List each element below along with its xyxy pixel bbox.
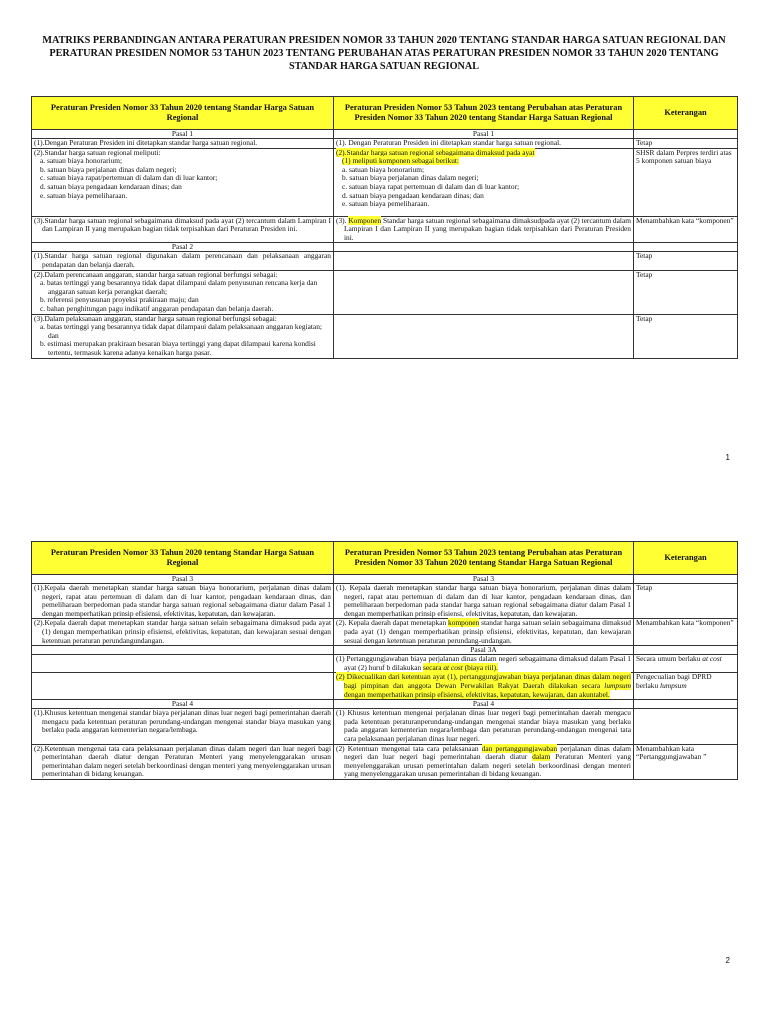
- highlighted-text: Komponen: [348, 215, 382, 225]
- pasal-label: Pasal 3: [32, 575, 334, 584]
- list-item: b. referensi penyusunan proyeksi prakiraan maju; dan: [40, 295, 199, 305]
- page-number: 1: [725, 453, 730, 462]
- cell-text: (1).Kepala daerah menetapkan standar harga satuan biaya honorarium, perjalanan dinas dalam negeri, rapat atau pertemuan di dalam dan di luar kantor, pengadaan kendaraan dinas, dan pemeliharaan berpedoman pada standar harga satuan regional sebagaimana diatur dalam Pasal 1 dengan memperhatikan prinsip efisiensi, efektivitas, kepatutan, dan kewajaran.: [34, 583, 331, 618]
- comparison-table-page-2: [31, 541, 738, 780]
- list-item: b. satuan biaya perjalanan dinas dalam negeri;: [40, 164, 177, 174]
- highlighted-text: (2) Dikecualikan dari ketentuan ayat (1), pertanggungjawaban biaya perjalanan dinas dalam negeri bagi pimpinan dan anggota Dewan Perwakilan Rakyat Daerah dilakukan secara: [336, 672, 631, 690]
- table-row: [32, 314, 738, 358]
- list-item: c. bahan penghitungan pagu indikatif anggaran pendapatan dan belanja daerah.: [40, 303, 274, 313]
- table-row: [32, 252, 738, 270]
- header-perpres-2020: Peraturan Presiden Nomor 33 Tahun 2020 tentang Standar Harga Satuan Regional: [32, 97, 334, 130]
- cell-text: (3).Standar harga satuan regional sebagaimana dimaksud pada ayat (2) tercantum dalam Lampiran I dan Lampiran II yang merupakan bagian tidak terpisahkan dari Peraturan Presiden ini.: [34, 215, 331, 234]
- highlighted-text: komponen: [448, 618, 480, 628]
- pasal-label: Pasal 3: [334, 575, 634, 584]
- table-row: [32, 619, 738, 646]
- highlighted-text: dalam: [532, 752, 551, 762]
- list-item: e. satuan biaya pemeliharaan.: [342, 199, 430, 209]
- highlighted-text: at cost: [443, 662, 463, 672]
- cell-text: Standar harga satuan regional sebagaimana dimaksudpada ayat (2) tercantum dalam Lampiran I dan Lampiran II yang merupakan bagian tidak terpisahkan dari Peraturan Presiden ini.: [344, 215, 631, 242]
- cell-text: Peraturan Menteri yang menyelenggarakan urusan pemerintahan dalam negeri setelah berkoordinasi dengan menteri yang menyelenggarakan urusan pemerintahan di bidang keuangan.: [344, 752, 632, 779]
- keterangan-cell: Tetap: [634, 584, 738, 619]
- highlighted-text: (biaya riil).: [462, 662, 498, 672]
- cell-text: (3).: [336, 215, 349, 225]
- list-item: b. satuan biaya perjalanan dinas dalam negeri;: [342, 173, 479, 183]
- cell-text: standar harga satuan selain sebagaimana dimaksud pada ayat (1) dengan memperhatikan prinsip efisiensi, efektivitas, kepatutan, dan kewajaran sesuai dengan ketentuan peraturan perundang-undangan.: [344, 618, 631, 645]
- keterangan-cell: Tetap: [634, 252, 738, 270]
- table-row: [32, 584, 738, 619]
- highlighted-text: lumpsum: [604, 680, 631, 690]
- table-row: [32, 148, 738, 216]
- document-page-1: [0, 0, 768, 500]
- list-item: c. satuan biaya rapat pertemuan di dalam dan di luar kantor;: [342, 181, 520, 191]
- keterangan-cell: Tetap: [634, 270, 738, 314]
- table-row: [32, 673, 738, 700]
- cell-text: (1). Dengan Peraturan Presiden ini ditetapkan standar harga satuan regional.: [336, 138, 561, 147]
- list-item: c. satuan biaya rapat/pertemuan di dalam dan di luar kantor;: [40, 173, 218, 183]
- highlighted-text: dan pertanggungjawaban: [481, 743, 558, 753]
- list-item: a. satuan biaya honorarium;: [40, 156, 123, 166]
- cell-text: (1).Standar harga satuan regional digunakan dalam perencanaan dan pelaksanaan anggaran pendapatan dan belanja daerah.: [34, 251, 331, 269]
- keterangan-cell: Menambahkan kata “Pertanggungjawaban ”: [634, 744, 738, 779]
- table-row: [32, 216, 738, 243]
- cell-text: (2).Kepala daerah dapat menetapkan standar harga satuan selain sebagaimana dimaksud pada ayat (1) dengan memperhatikan prinsip efisiensi, efektivitas, kepatutan, dan kewajaran sesuai dengan ketentuan peraturan perundangundangan.: [34, 618, 331, 645]
- keterangan-cell: Pengecualian bagi DPRD berlaku: [636, 672, 712, 690]
- keterangan-cell: Menambahkan kata “komponen”: [634, 619, 738, 646]
- document-title: MATRIKS PERBANDINGAN ANTARA PERATURAN PRESIDEN NOMOR 33 TAHUN 2020 TENTANG STANDAR HARGA SATUAN REGIONAL DAN PERATURAN PRESIDEN NOMOR 53 TAHUN 2023 TENTANG PERUBAHAN ATAS PERATURAN PRESIDEN NOMOR 33 TAHUN 2020 TENTANG STANDAR HARGA SATUAN REGIONAL: [42, 35, 726, 72]
- list-item: a. batas tertinggi yang besarannya tidak dapat dilampaui dalam penyusunan rencana kerja dan anggaran satuan kerja perangkat daerah;: [40, 278, 318, 296]
- header-perpres-2020: Peraturan Presiden Nomor 33 Tahun 2020 tentang Standar Harga Satuan Regional: [32, 542, 334, 575]
- keterangan-cell: Menambahkan kata “komponen”: [634, 216, 738, 243]
- cell-text: (2).Standar harga satuan regional meliputi:: [34, 147, 161, 157]
- header-keterangan: Keterangan: [634, 97, 738, 130]
- header-keterangan: Keterangan: [634, 542, 738, 575]
- comparison-table-page-1: [31, 96, 738, 359]
- highlighted-text: (1) meliputi komponen sebagai berikut:: [342, 156, 459, 166]
- page-number: 2: [725, 956, 730, 965]
- highlighted-text: (2).Standar harga satuan regional sebagaimana dimaksud pada ayat: [336, 147, 535, 157]
- cell-text: (1) Pertanggungjawaban biaya perjalanan dinas dalam negeri sebagaimana dimaksud dalam Pasal 1 ayat (2) huruf b dilakukan: [336, 654, 631, 672]
- cell-text: (2). Kepala daerah dapat menetapkan: [336, 618, 449, 628]
- cell-text: (3).Dalam pelaksanaan anggaran, standar harga satuan regional berfungsi sebagai:: [34, 313, 277, 323]
- table-row: [32, 139, 738, 149]
- highlighted-text: secara: [423, 662, 444, 672]
- keterangan-cell: Tetap: [634, 139, 738, 149]
- pasal-label: Pasal 4: [32, 700, 334, 709]
- cell-text: (2).Dalam perencanaan anggaran, standar harga satuan regional berfungsi sebagai:: [34, 269, 278, 279]
- keterangan-italic: lumpsum: [660, 680, 687, 690]
- list-item: a. batas tertinggi yang besarannya tidak dapat dilampaui dalam pelaksanaan anggaran kegiatan; dan: [40, 322, 322, 340]
- table-row: [32, 709, 738, 744]
- cell-text: (2).Ketentuan mengenai tata cara pelaksanaan perjalanan dinas dalam negeri dan luar negeri bagi pemerintahan daerah diatur dengan Peraturan Menteri yang menyelenggarakan urusan pemerintahan dalam negeri setelah berkoordinasi dengan menteri yang menyelenggarakan urusan pemerintahan di bidang keuangan.: [34, 743, 331, 779]
- table-row: [32, 744, 738, 779]
- cell-text: perjalanan dinas dalam negeri dan luar negeri bagi pemerintahan daerah diatur: [344, 743, 631, 762]
- pasal-label: Pasal 4: [334, 700, 634, 709]
- cell-text: (2) Ketentuan mengenai tata cara pelaksanaan: [336, 743, 482, 753]
- list-item: e. satuan biaya pemeliharaan.: [40, 190, 128, 200]
- cell-text: (1).Khusus ketentuan mengenai standar biaya perjalanan dinas luar negeri bagi pemerintahan daerah mengacu pada ketentuan peraturan perundang-undangan mengenai standar biaya masukan yang berlaku pada anggaran kementerian negara/lembaga.: [34, 708, 331, 735]
- list-item: d. satuan biaya pengadaan kendaraan dinas; dan: [342, 190, 484, 200]
- keterangan-cell: Tetap: [634, 314, 738, 358]
- list-item: b. estimasi merupakan prakiraan besaran biaya tertinggi yang dapat dilampaui karena kondisi tertentu, termasuk karena adanya kenaikan harga pasar.: [40, 339, 316, 357]
- pasal-label: Pasal 3A: [334, 646, 634, 655]
- keterangan-italic: at cost: [702, 654, 722, 664]
- keterangan-cell: SHSR dalam Perpres terdiri atas 5 komponen satuan biaya: [634, 148, 738, 216]
- document-page-2: [0, 520, 768, 1024]
- cell-text: (1). Kepala daerah menetapkan standar harga satuan biaya honorarium, perjalanan dinas dalam negeri, rapat atau pertemuan di dalam dan di luar kantor, pengadaan kendaraan dinas, dan pemeliharaan berpedoman pada standar harga satuan regional sebagaimana diatur dalam Pasal 1 dengan memperhatikan prinsip efisiensi, efektivitas, kepatutan, dan kewajaran.: [336, 583, 631, 618]
- cell-text: (1).Dengan Peraturan Presiden ini ditetapkan standar harga satuan regional.: [34, 138, 258, 147]
- header-perpres-2023: Peraturan Presiden Nomor 53 Tahun 2023 tentang Perubahan atas Peraturan Presiden Nomor 33 Tahun 2020 tentang Standar Harga Satuan Regional: [334, 542, 634, 575]
- pasal-label: Pasal 1: [32, 130, 334, 139]
- cell-text: (1) Khusus ketentuan mengenai perjalanan dinas luar negeri bagi pemerintahan daerah mengacu pada ketentuan peraturanperundang-undangan mengenai standar biaya masukan yang berlaku pada anggaran kementerian negara/lembaga dan peraturan perundang-undangan mengenai tata cara pelaksanaan perjalanan dinas luar negeri.: [336, 708, 631, 743]
- highlighted-text: dengan memperhatikan prinsip efisiensi, efektivitas, kepatutan, kewajaran, dan akuntabel.: [344, 689, 610, 699]
- list-item: d. satuan biaya pengadaan kendaraan dinas; dan: [40, 181, 182, 191]
- table-row: [32, 270, 738, 314]
- list-item: a. satuan biaya honorarium;: [342, 164, 425, 174]
- pasal-label: Pasal 1: [334, 130, 634, 139]
- pasal-label: Pasal 2: [32, 243, 334, 252]
- keterangan-cell: Secara umum berlaku: [636, 654, 703, 664]
- page-break: [0, 500, 768, 520]
- table-row: [32, 655, 738, 673]
- header-perpres-2023: Peraturan Presiden Nomor 53 Tahun 2023 tentang Perubahan atas Peraturan Presiden Nomor 33 Tahun 2020 tentang Standar Harga Satuan Regional: [334, 97, 634, 130]
